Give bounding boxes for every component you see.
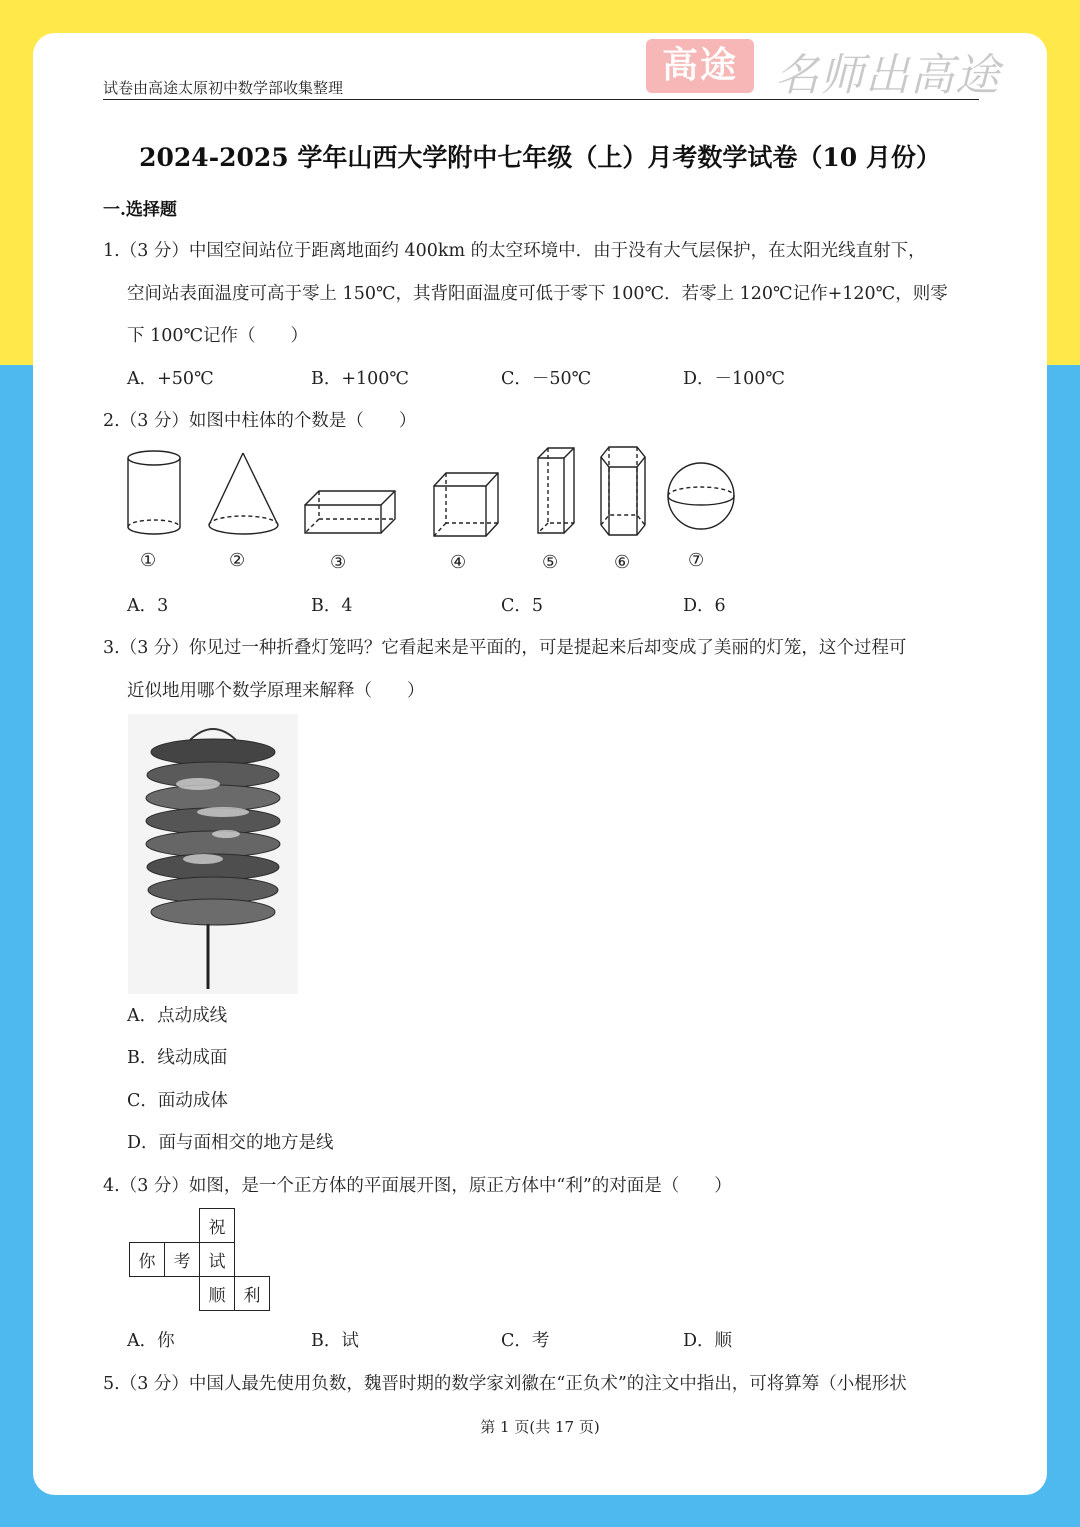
q3-line-2: 近似地用哪个数学原理来解释（ ） <box>127 681 425 701</box>
net-cell-row-2: 考 <box>165 1243 200 1277</box>
q2-option-a: A．3 <box>127 596 169 616</box>
q3-option-d: D．面与面相交的地方是线 <box>127 1133 334 1153</box>
q5-line-1: 5.（3 分）中国人最先使用负数，魏晋时期的数学家刘徽在“正负术”的注文中指出，可将算筹（小棍形状 <box>103 1374 907 1394</box>
q4-option-b: B．试 <box>311 1331 359 1351</box>
q3-line-1: 3.（3 分）你见过一种折叠灯笼吗？它看起来是平面的，可是提起来后却变成了美丽的灯笼，这个过程可 <box>103 638 907 658</box>
q1-line-1: 1.（3 分）中国空间站位于距离地面约 400km 的太空环境中．由于没有大气层保护，在太阳光线直射下， <box>103 241 926 261</box>
figure-label-1: ① <box>140 550 157 571</box>
hexagonal-prism-shape <box>601 447 645 535</box>
cone-shape <box>209 453 278 534</box>
q4-option-c: C．考 <box>501 1331 550 1351</box>
lantern-image <box>128 714 298 994</box>
q1-option-a: A．+50℃ <box>127 369 214 389</box>
figure-label-3: ③ <box>330 552 347 573</box>
header-source-note: 试卷由高途太原初中数学部收集整理 <box>103 79 344 97</box>
q3-option-c: C．面动成体 <box>127 1091 228 1111</box>
exam-title: 2024-2025 学年山西大学附中七年级（上）月考数学试卷（10 月份） <box>139 143 941 172</box>
cylinder-shape <box>128 451 180 534</box>
gaotu-logo: 高途 <box>646 39 754 93</box>
q4-line-1: 4.（3 分）如图，是一个正方体的平面展开图，原正方体中“利”的对面是（ ） <box>103 1176 732 1196</box>
q2-option-d: D．6 <box>683 596 726 616</box>
cuboid-shape <box>305 491 395 533</box>
q1-option-b: B．+100℃ <box>311 369 410 389</box>
q2-option-b: B．4 <box>311 596 353 616</box>
solids-figure <box>123 443 743 553</box>
section-heading: 一.选择题 <box>103 200 177 220</box>
q3-option-b: B．线动成面 <box>127 1048 228 1068</box>
q1-line-2: 空间站表面温度可高于零上 150℃，其背阳面温度可低于零下 100℃．若零上 120℃记作+120℃，则零 <box>127 284 948 304</box>
net-cell-row-1: 你 <box>130 1243 165 1277</box>
q1-option-d: D．－100℃ <box>683 369 786 389</box>
header-divider <box>103 99 979 100</box>
q4-option-a: A．你 <box>127 1331 175 1351</box>
q2-option-c: C．5 <box>501 596 544 616</box>
square-prism-shape <box>538 448 574 533</box>
figure-label-4: ④ <box>450 552 467 573</box>
exam-page <box>33 33 1047 1495</box>
cube-net <box>129 1208 270 1311</box>
logo-slogan: 名师出高途 <box>775 50 1000 101</box>
figure-label-5: ⑤ <box>542 552 559 573</box>
figure-label-7: ⑦ <box>688 550 705 571</box>
q3-option-a: A．点动成线 <box>127 1006 228 1026</box>
net-cell-top: 祝 <box>200 1209 235 1243</box>
figure-label-6: ⑥ <box>614 552 631 573</box>
figure-label-2: ② <box>229 550 246 571</box>
q4-option-d: D．顺 <box>683 1331 733 1351</box>
net-cell-bottom-2: 利 <box>235 1277 270 1311</box>
net-cell-row-3: 试 <box>200 1243 235 1277</box>
q1-option-c: C．－50℃ <box>501 369 592 389</box>
sphere-shape <box>668 463 734 529</box>
q2-line-1: 2.（3 分）如图中柱体的个数是（ ） <box>103 411 417 431</box>
net-cell-bottom-1: 顺 <box>200 1277 235 1311</box>
cube-shape <box>434 473 498 536</box>
q1-line-3: 下 100℃记作（ ） <box>127 326 309 346</box>
page-footer: 第 1 页(共 17 页) <box>480 1418 600 1436</box>
